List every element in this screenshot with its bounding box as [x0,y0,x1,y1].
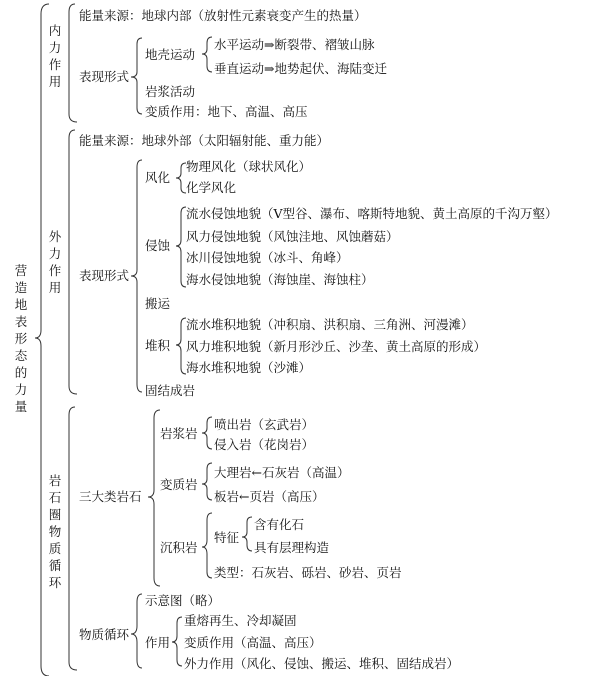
internal-forms: 表现形式 [79,69,130,84]
material-cycle: 物质循环 [79,627,130,642]
sedimentary-rock: 沉积岩 [160,540,198,555]
extrusive-rock: 喷出岩（玄武岩） [214,417,315,432]
crust-movement: 地壳运动 [145,47,196,62]
metamorphic-rock: 变质岩 [160,477,198,492]
action-metamorphism: 变质作用（高温、高压） [184,635,322,650]
marble: 大理岩←石灰岩（高温） [214,465,350,480]
sedimentary-feature: 特征 [214,530,240,545]
action-remelting: 重熔再生、冷却凝固 [184,613,297,628]
erosion-wind: 风力侵蚀地貌（风蚀洼地、风蚀蘑菇） [186,229,399,244]
deposition-sea: 海水堆积地貌（沙滩） [186,360,312,375]
igneous-rock: 岩浆岩 [160,426,198,441]
erosion-glacier: 冰川侵蚀地貌（冰斗、角峰） [186,250,349,265]
erosion-sea: 海水侵蚀地貌（海蚀崖、海蚀柱） [186,272,374,287]
action-external: 外力作用（风化、侵蚀、搬运、堆积、固结成岩） [184,656,460,671]
transport: 搬运 [145,296,171,311]
deposition-water: 流水堆积地貌（冲积扇、洪积扇、三角洲、河漫滩） [186,317,474,332]
internal-energy: 能量来源：地球内部（放射性元素衰变产生的热量） [79,8,367,23]
chemical-weathering: 化学风化 [186,180,237,195]
bedding-structure: 具有层理构造 [254,540,330,555]
intrusive-rock: 侵入岩（花岗岩） [214,437,315,452]
root-label: 营造地表形态的力量 [14,263,28,414]
external-energy: 能量来源：地球外部（太阳辐射能、重力能） [79,133,330,148]
deposition-wind: 风力堆积地貌（新月形沙丘、沙垄、黄土高原的形成） [186,339,487,354]
contains-fossils: 含有化石 [254,517,305,532]
erosion-water: 流水侵蚀地貌（V型谷、瀑布、喀斯特地貌、黄土高原的千沟万壑） [186,206,558,221]
slate: 板岩←页岩（高压） [214,489,325,504]
magma-activity: 岩浆活动 [145,84,196,99]
internal-title: 内力作用 [48,23,62,89]
weathering: 风化 [145,170,171,185]
deposition: 堆积 [145,338,171,353]
cycle-action: 作用 [145,635,171,650]
vertical-movement: 垂直运动⇒地势起伏、海陆变迁 [214,61,387,76]
horizontal-movement: 水平运动⇒断裂带、褶皱山脉 [214,37,375,52]
external-title: 外力作用 [48,229,62,295]
sedimentary-types: 类型：石灰岩、砾岩、砂岩、页岩 [214,565,402,580]
physical-weathering: 物理风化（球状风化） [186,159,312,174]
schematic-diagram: 示意图（略） [145,593,221,608]
rock-title: 岩石圈物质循环 [48,473,62,590]
metamorphism: 变质作用：地下、高温、高压 [145,104,308,119]
external-forms: 表现形式 [79,268,130,283]
consolidation: 固结成岩 [145,383,196,398]
erosion: 侵蚀 [145,238,171,253]
three-rock-types: 三大类岩石 [79,489,142,504]
